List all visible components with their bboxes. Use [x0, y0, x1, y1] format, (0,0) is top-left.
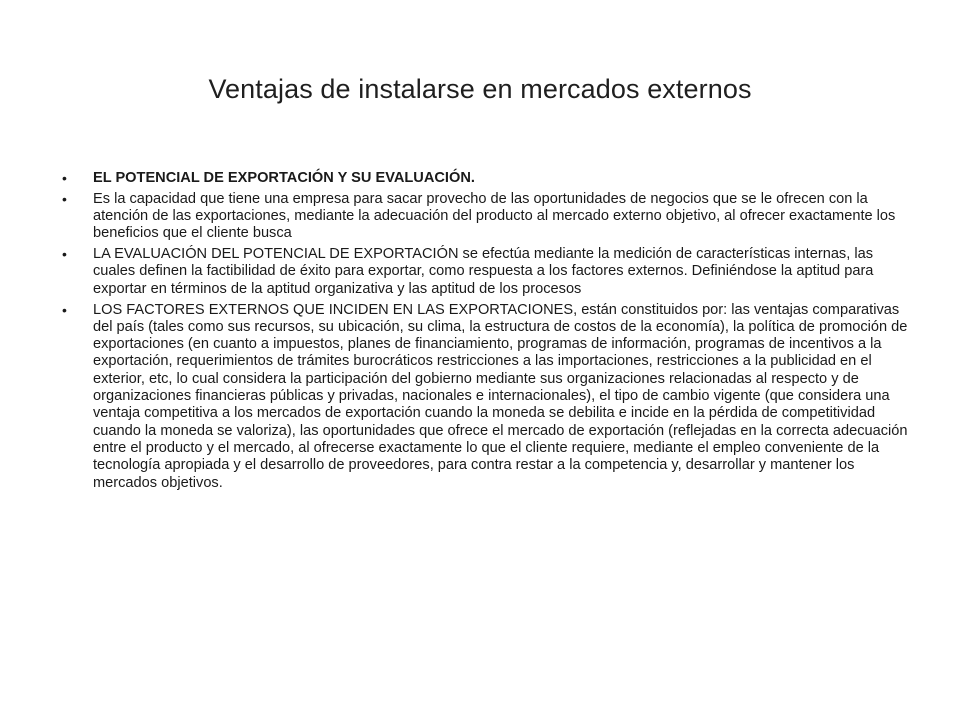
- bullet-icon: •: [62, 170, 67, 186]
- bullet-text: Es la capacidad que tiene una empresa para sacar provecho de las oportunidades de negocios que se le ofrecen con la atención de las exportaciones, mediante la adecuación del producto al mercado externo objetivo, al ofrecer exactamente los beneficios que el cliente busca: [93, 190, 896, 242]
- bullet-text: LA EVALUACIÓN DEL POTENCIAL DE EXPORTACIÓN se efectúa mediante la medición de características internas, las cuales definen la factibilidad de éxito para exportar, como respuesta a los factores externos. Definiéndose la aptitud para exportar en términos de la aptitud organizativa y las aptitud de los procesos: [93, 246, 874, 297]
- bullet-item: [60, 302, 912, 492]
- bullet-item: [60, 191, 912, 243]
- bullet-list: [60, 170, 912, 495]
- bullet-item: [60, 170, 912, 187]
- bullet-icon: •: [62, 190, 67, 207]
- bullet-item: [60, 246, 912, 298]
- bullet-text: EL POTENCIAL DE EXPORTACIÓN Y SU EVALUACIÓN.: [93, 170, 475, 186]
- bullet-icon: •: [62, 301, 67, 318]
- bullet-text: LOS FACTORES EXTERNOS QUE INCIDEN EN LAS EXPORTACIONES, están constituidos por: las ventajas comparativas del país (tales como sus recursos, su ubicación, su clima, la estructura de costos de la economía), la política de promoción de exportaciones (en cuanto a impuestos, planes de financiamiento, programas de información, programas de incentivos a la exportación, requerimientos de trámites burocráticos restricciones a las importaciones, restricciones a la publicidad en el exterior, etc, lo cual considera la participación del gobierno mediante sus organizaciones relacionadas al respecto y de organizaciones financieras públicas y privadas, nacionales e internacionales), el tipo de cambio vigente (que considera una ventaja competitiva a los mercados de exportación cuando la moneda se debilita e incide en la pérdida de competitividad cuando la moneda se valoriza), las oportunidades que ofrece el mercado de exportación (reflejadas en la correcta adecuación entre el producto y el mercado, al ofrecerse exactamente lo que el cliente requiere, mediante el empleo conveniente de la tecnología apropiada y el desarrollo de proveedores, para contra restar a la competencia y, desarrollar y mantener los mercados objetivos.: [93, 301, 908, 491]
- bullet-icon: •: [62, 246, 67, 263]
- slide-title: Ventajas de instalarse en mercados externos: [208, 74, 752, 104]
